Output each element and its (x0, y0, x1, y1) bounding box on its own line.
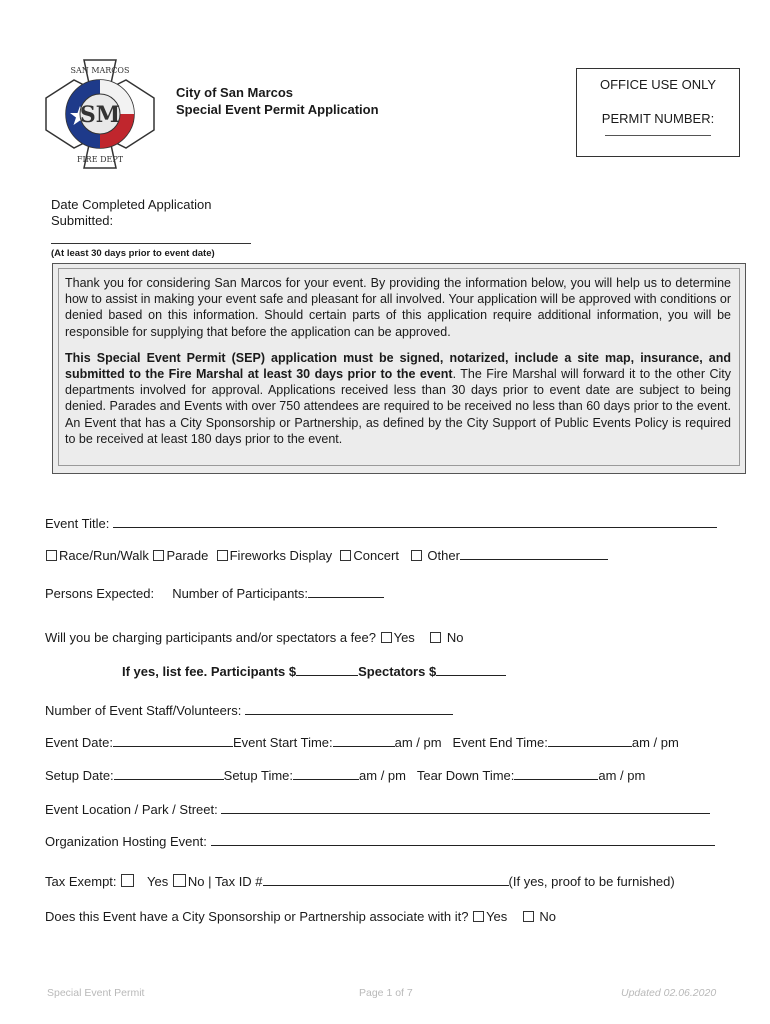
event-start-field[interactable] (333, 734, 395, 747)
info-paragraph-2-rest: . The Fire Marshal will forward it to the other City departments involved for approval. Applications received less than 30 days prior to event date are subject to being denied. Parades and Events with over 750 attendees are required to be received no less than 60 days prior to the event. An Event that has a City Sponsorship or Partnership, as defined by the City Support of Public Events Policy is required to be received at least 180 days prior to the event. (65, 367, 731, 446)
location-label: Event Location / Park / Street: (45, 802, 218, 817)
info-paragraph-1: Thank you for considering San Marcos for your event. By providing the information below, you will help us to determine how to assist in making your event safe and pleasant for all involved. Your application will be approved with conditions or denied based on this information. Should certain parts of this application require additional information, you will be responsible for supplying that before the application can be approved. (65, 276, 731, 339)
staff-field[interactable] (245, 702, 453, 715)
footer-updated: Updated 02.06.2020 (621, 987, 717, 999)
parade-label: Parade (166, 548, 209, 563)
teardown-ampm: am / pm (598, 768, 646, 783)
date-completed-field[interactable] (51, 243, 251, 244)
participants-label: Number of Participants: (172, 586, 309, 601)
sponsorship-yes-checkbox[interactable] (473, 911, 484, 922)
tax-exempt-label: Tax Exempt: (45, 874, 117, 889)
svg-text:SM: SM (79, 102, 121, 128)
fee-participants-field[interactable] (296, 663, 358, 676)
office-use-title: OFFICE USE ONLY (599, 77, 717, 92)
tax-id-label: | Tax ID # (208, 874, 263, 889)
permit-number-label: PERMIT NUMBER: (601, 111, 715, 126)
info-paragraph-2-bold: This Special Event Permit (SEP) application must be signed, notarized, include a site map, insurance, and submitted to the Fire Marshal at least 30 days prior to the event (65, 350, 731, 382)
svg-text:FIRE DEPT: FIRE DEPT (76, 155, 124, 164)
info-paragraph-2 (65, 350, 731, 447)
sponsorship-no-checkbox[interactable] (523, 911, 534, 922)
date-completed-label: Date Completed Application Submitted: (51, 197, 212, 228)
tax-no-label: No (187, 874, 205, 889)
office-use-box (576, 68, 740, 157)
setup-time-label: Setup Time: (223, 768, 294, 783)
form-title: Special Event Permit Application (176, 102, 379, 117)
event-title-row (45, 515, 717, 532)
sponsorship-row (45, 909, 556, 925)
event-type-row (45, 547, 608, 564)
concert-checkbox[interactable] (340, 550, 351, 561)
teardown-field[interactable] (514, 767, 598, 780)
event-start-label: Event Start Time: (232, 735, 333, 750)
permit-number-field[interactable] (605, 133, 711, 136)
tax-yes-label: Yes (147, 874, 169, 889)
setup-time-ampm: am / pm (359, 768, 406, 783)
tax-yes-checkbox[interactable] (121, 874, 134, 887)
header-title-block (176, 84, 379, 118)
participants-field[interactable] (308, 585, 384, 598)
organization-field[interactable] (211, 833, 715, 846)
fee-yes-label: Yes (393, 630, 415, 645)
event-end-label: Event End Time: (452, 735, 548, 750)
other-checkbox[interactable] (411, 550, 422, 561)
race-label: Race/Run/Walk (59, 548, 149, 563)
event-date-field[interactable] (113, 734, 233, 747)
fee-list-row (122, 663, 506, 680)
event-start-ampm: am / pm (394, 735, 442, 750)
fee-spectators-field[interactable] (436, 663, 506, 676)
event-title-label: Event Title: (45, 516, 110, 531)
tax-row (45, 873, 675, 890)
information-text (58, 268, 740, 466)
fee-question-label: Will you be charging participants and/or spectators a fee? (45, 630, 376, 645)
staff-row (45, 702, 453, 719)
sponsorship-no-label: No (539, 909, 556, 924)
tax-no-checkbox[interactable] (173, 874, 186, 887)
date-completed-note: (At least 30 days prior to event date) (51, 248, 215, 259)
information-box (52, 263, 746, 474)
maltese-cross-badge-icon (44, 58, 156, 170)
footer-page-number: Page 1 of 7 (359, 987, 413, 999)
race-checkbox[interactable] (46, 550, 57, 561)
other-label: Other (427, 548, 460, 563)
sponsorship-label: Does this Event have a City Sponsorship or Partnership associate with it? (45, 909, 469, 924)
location-field[interactable] (221, 801, 710, 814)
fee-no-checkbox[interactable] (430, 632, 441, 643)
fee-spectators-label: Spectators $ (358, 664, 437, 679)
setup-time-field[interactable] (293, 767, 359, 780)
sponsorship-yes-label: Yes (486, 909, 508, 924)
parade-checkbox[interactable] (153, 550, 164, 561)
persons-expected-label: Persons Expected: (45, 586, 155, 601)
fee-question-row (45, 630, 464, 646)
other-field[interactable] (460, 547, 608, 560)
city-name: City of San Marcos (176, 85, 294, 100)
setup-date-label: Setup Date: (45, 768, 114, 783)
fireworks-label: Fireworks Display (229, 548, 333, 563)
fee-yes-checkbox[interactable] (381, 632, 392, 643)
fireworks-checkbox[interactable] (217, 550, 228, 561)
tax-id-field[interactable] (263, 873, 509, 886)
location-row (45, 801, 710, 818)
footer-left: Special Event Permit (47, 987, 145, 999)
svg-text:SAN MARCOS: SAN MARCOS (70, 66, 130, 75)
organization-row (45, 833, 715, 850)
staff-label: Number of Event Staff/Volunteers: (45, 703, 242, 718)
tax-note: (If yes, proof to be furnished) (508, 874, 675, 889)
setup-date-field[interactable] (114, 767, 224, 780)
event-end-ampm: am / pm (631, 735, 679, 750)
event-title-field[interactable] (113, 515, 717, 528)
persons-expected-row (45, 585, 384, 602)
concert-label: Concert (353, 548, 399, 563)
fee-participants-label: If yes, list fee. Participants $ (122, 664, 297, 679)
setup-row (45, 767, 645, 784)
fee-no-label: No (446, 630, 464, 645)
teardown-label: Tear Down Time: (416, 768, 515, 783)
organization-label: Organization Hosting Event: (45, 834, 207, 849)
event-date-row (45, 734, 679, 751)
event-end-field[interactable] (548, 734, 632, 747)
event-date-label: Event Date: (45, 735, 113, 750)
fire-department-logo (44, 58, 156, 170)
